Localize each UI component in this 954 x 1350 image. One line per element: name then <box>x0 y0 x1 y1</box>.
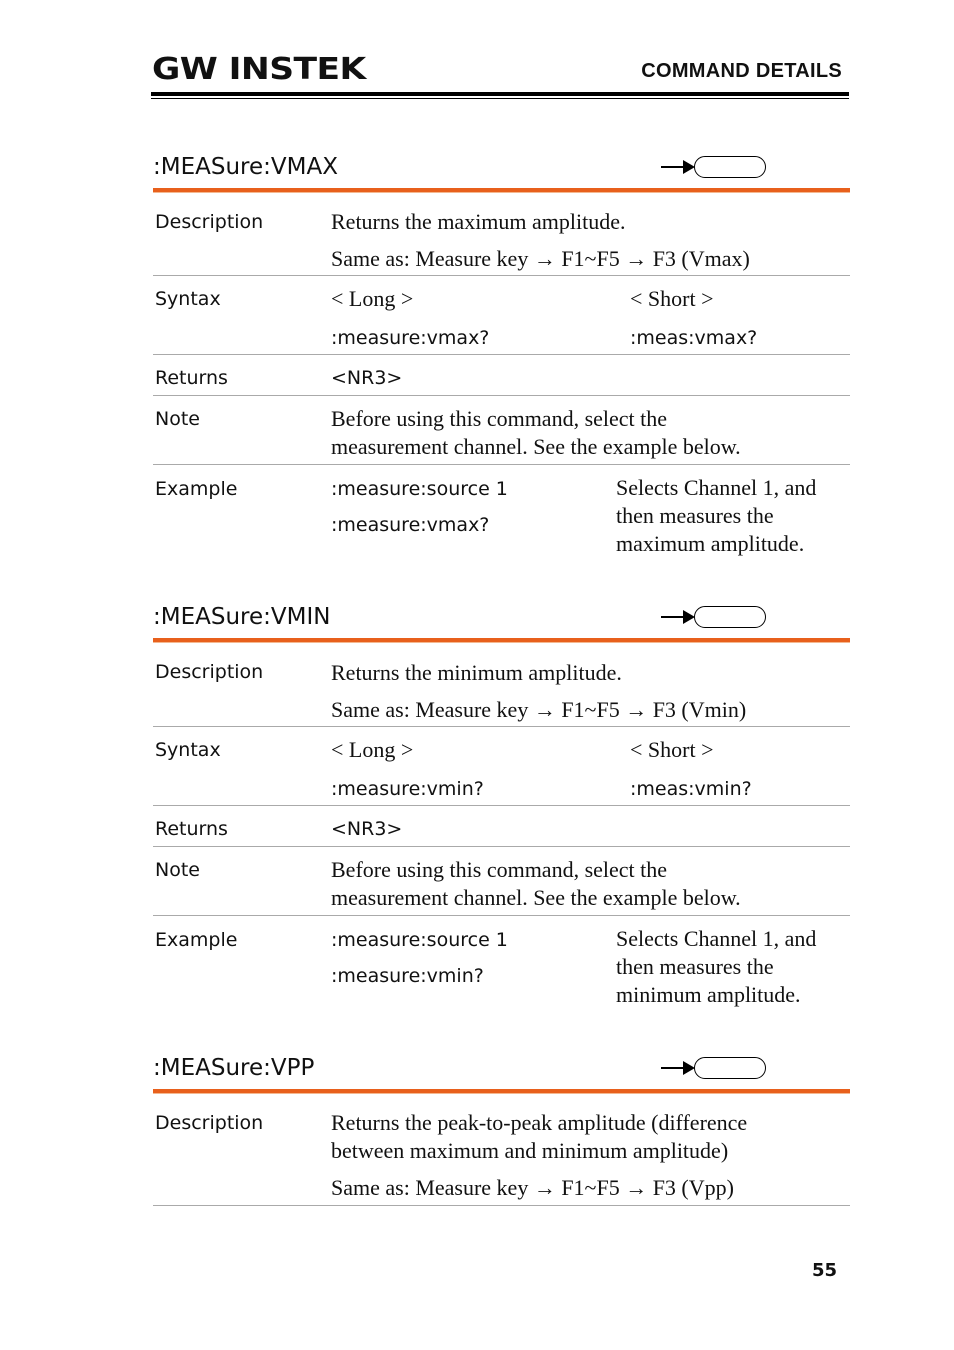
description-line: Returns the peak-to-peak amplitude (difference <box>331 1110 748 1135</box>
query-pill-icon <box>694 606 766 628</box>
row-label: Note <box>155 408 200 430</box>
row-label: Note <box>155 859 200 881</box>
gw-instek-logo: GW INSTEK <box>152 52 366 87</box>
example-description: minimum amplitude. <box>616 982 801 1007</box>
row-label: Returns <box>155 367 228 389</box>
header-rule <box>151 92 849 96</box>
section-header <box>153 603 850 638</box>
section-header <box>153 1054 850 1089</box>
description-line: Same as: Measure key → F1~F5 → F3 (Vmax) <box>331 246 750 271</box>
example-description: Selects Channel 1, and <box>616 475 817 500</box>
returns-value: <NR3> <box>331 367 403 389</box>
syntax-short-command: :meas:vmin? <box>630 778 752 800</box>
example-command: :measure:vmin? <box>331 965 484 987</box>
example-command: :measure:source 1 <box>331 478 508 500</box>
description-line: between maximum and minimum amplitude) <box>331 1138 729 1163</box>
syntax-short-label: < Short > <box>630 286 714 311</box>
row-label: Example <box>155 478 238 500</box>
query-pill-icon <box>694 156 766 178</box>
syntax-long-label: < Long > <box>331 737 414 762</box>
syntax-short-label: < Short > <box>630 737 714 762</box>
description-row <box>153 643 850 727</box>
example-row <box>153 465 850 565</box>
description-row <box>153 193 850 276</box>
syntax-row <box>153 276 850 355</box>
description-line: Returns the minimum amplitude. <box>331 660 622 685</box>
section-title: :MEASure:VMAX <box>153 154 338 180</box>
row-label: Description <box>155 211 264 233</box>
example-command: :measure:source 1 <box>331 929 508 951</box>
row-label: Returns <box>155 818 228 840</box>
page-number: 55 <box>812 1260 838 1281</box>
syntax-long-command: :measure:vmax? <box>331 327 490 349</box>
row-label: Syntax <box>155 739 221 761</box>
note-line: Before using this command, select the <box>331 857 668 882</box>
syntax-short-command: :meas:vmax? <box>630 327 758 349</box>
row-label: Example <box>155 929 238 951</box>
note-line: measurement channel. See the example below. <box>331 885 741 910</box>
returns-row <box>153 806 850 847</box>
returns-value: <NR3> <box>331 818 403 840</box>
section-vmin <box>153 603 850 1016</box>
syntax-long-command: :measure:vmin? <box>331 778 484 800</box>
example-row <box>153 916 850 1016</box>
note-line: measurement channel. See the example below. <box>331 434 741 459</box>
description-line: Same as: Measure key → F1~F5 → F3 (Vpp) <box>331 1175 734 1200</box>
query-pill-icon <box>694 1057 766 1079</box>
section-title: :MEASure:VMIN <box>153 604 331 630</box>
note-row <box>153 847 850 916</box>
example-command: :measure:vmax? <box>331 514 490 536</box>
example-description: maximum amplitude. <box>616 531 805 556</box>
description-line: Returns the maximum amplitude. <box>331 209 626 234</box>
note-line: Before using this command, select the <box>331 406 668 431</box>
description-row <box>153 1094 850 1206</box>
section-vpp <box>153 1054 850 1206</box>
section-vmax <box>153 153 850 565</box>
row-label: Syntax <box>155 288 221 310</box>
returns-row <box>153 355 850 396</box>
example-description: then measures the <box>616 954 774 979</box>
example-description: then measures the <box>616 503 774 528</box>
example-description: Selects Channel 1, and <box>616 926 817 951</box>
syntax-long-label: < Long > <box>331 286 414 311</box>
syntax-row <box>153 727 850 806</box>
note-row <box>153 396 850 465</box>
header-title: COMMAND DETAILS <box>641 60 842 82</box>
header-rule-thin <box>151 98 849 99</box>
row-label: Description <box>155 1112 264 1134</box>
row-label: Description <box>155 661 264 683</box>
description-line: Same as: Measure key → F1~F5 → F3 (Vmin) <box>331 697 747 722</box>
section-header <box>153 153 850 188</box>
section-title: :MEASure:VPP <box>153 1055 315 1081</box>
